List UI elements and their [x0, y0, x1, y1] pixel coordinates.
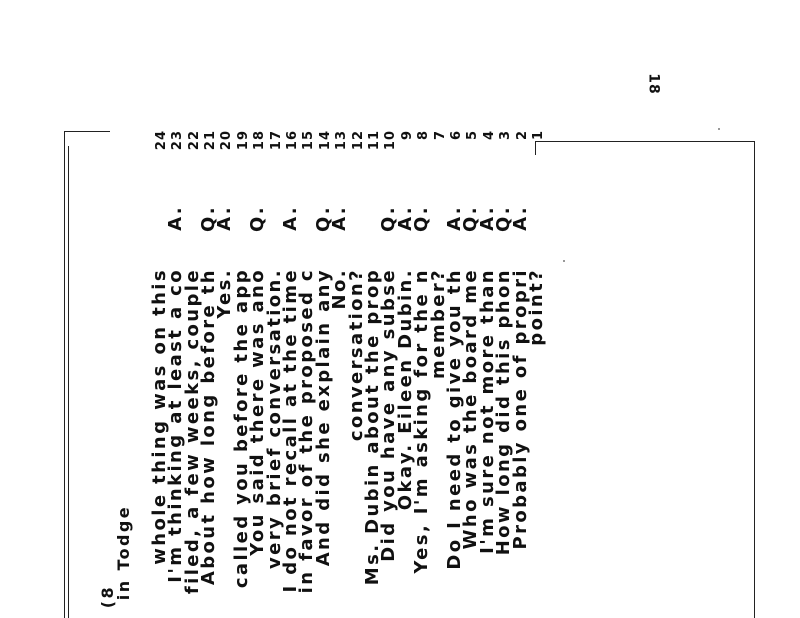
transcript-line-text: Probably one of propri [509, 268, 531, 550]
line-number: 19 [235, 130, 251, 151]
line-number: 22 [186, 130, 202, 151]
transcript-line-text: Yes. [214, 268, 236, 319]
speaker-label: A. [280, 205, 301, 231]
speaker-label: Q. [378, 205, 400, 232]
line-number: 11 [367, 130, 382, 151]
transcript-line-text: very brief conversation. [263, 268, 285, 569]
footer-line-1: in Todge [114, 505, 133, 601]
line-number: 16 [285, 130, 300, 151]
transcript-line-text: conversation? [345, 268, 367, 442]
transcript-line-text: How long did this phon [493, 268, 515, 556]
scan-speck [563, 260, 565, 262]
transcript-line-text: whole thing was on this [148, 268, 170, 565]
transcript-line-text: called you before the app [230, 268, 252, 589]
line-number: 13 [334, 130, 350, 151]
transcript-line-text: I do not recall at the time [280, 268, 301, 593]
speaker-label: A. [476, 205, 498, 231]
speaker-label: A. [444, 205, 465, 231]
transcript-line-text: Do I need to give you th [444, 268, 465, 570]
speaker-label: A. [394, 205, 416, 231]
speaker-label: A. [165, 205, 187, 231]
transcript-line-text: I'm thinking at least a co [165, 268, 187, 583]
frame-line-left-tick [535, 141, 536, 155]
speaker-label: Q. [493, 205, 515, 232]
transcript-line-text: point? [526, 268, 547, 346]
transcript-line-text: About how long before th [198, 268, 219, 586]
speaker-label: Q. [460, 205, 482, 232]
line-number: 10 [383, 130, 399, 151]
transcript-line-text: Okay. Eileen Dubin. [394, 268, 416, 511]
transcript-line-text: I'm sure not more than [476, 268, 498, 554]
line-number: 15 [301, 130, 317, 151]
frame-line-top-right [535, 141, 755, 142]
transcript-line-text: Ms. Dubin about the prop [362, 268, 383, 586]
speaker-label: Q. [411, 205, 433, 232]
frame-line-top-left [64, 131, 110, 132]
speaker-label: Q. [198, 205, 219, 232]
footer-line-2: (8 [98, 585, 117, 609]
line-number: 23 [170, 130, 186, 151]
line-number: 4 [481, 130, 497, 141]
transcript-line-text: Who was the board me [460, 268, 482, 550]
line-number: 9 [399, 130, 415, 141]
line-number: 12 [350, 130, 366, 151]
line-number: 14 [317, 130, 333, 151]
line-number: 21 [203, 130, 218, 151]
transcript-line-text: member? [427, 268, 449, 379]
line-number: 18 [252, 130, 268, 151]
transcript-line-text: Did you have any subse [378, 268, 400, 562]
line-number: 3 [498, 130, 514, 141]
line-number: 2 [514, 130, 530, 141]
transcript-line-text: in favor of the proposed c [296, 268, 318, 594]
line-number: 17 [268, 130, 284, 151]
transcript-line-text: And did she explain any [312, 268, 334, 567]
transcript-line-text: filed, a few weeks, couple [181, 268, 203, 595]
transcript-line-text: No. [329, 268, 351, 310]
speaker-label: Q. [247, 205, 269, 232]
line-number: 5 [465, 130, 481, 141]
transcript-line-text: Yes, I'm asking for the n [411, 268, 433, 574]
speaker-label: Q. [312, 205, 334, 232]
line-number: 8 [416, 130, 432, 141]
line-number: 20 [219, 130, 235, 151]
line-number: 1 [531, 130, 546, 141]
speaker-label: A. [214, 205, 236, 231]
line-number: 6 [449, 130, 464, 141]
frame-line-right [754, 141, 755, 618]
speaker-label: A. [509, 205, 531, 231]
frame-line-left-outer [64, 131, 65, 618]
line-number: 24 [153, 130, 169, 151]
speaker-label: A. [329, 205, 351, 231]
transcript-line-text: You said there was ano [247, 268, 269, 556]
scan-speck [718, 128, 720, 130]
frame-line-left-inner [68, 146, 69, 618]
page-number: 18 [645, 73, 662, 95]
line-number: 7 [432, 130, 448, 141]
